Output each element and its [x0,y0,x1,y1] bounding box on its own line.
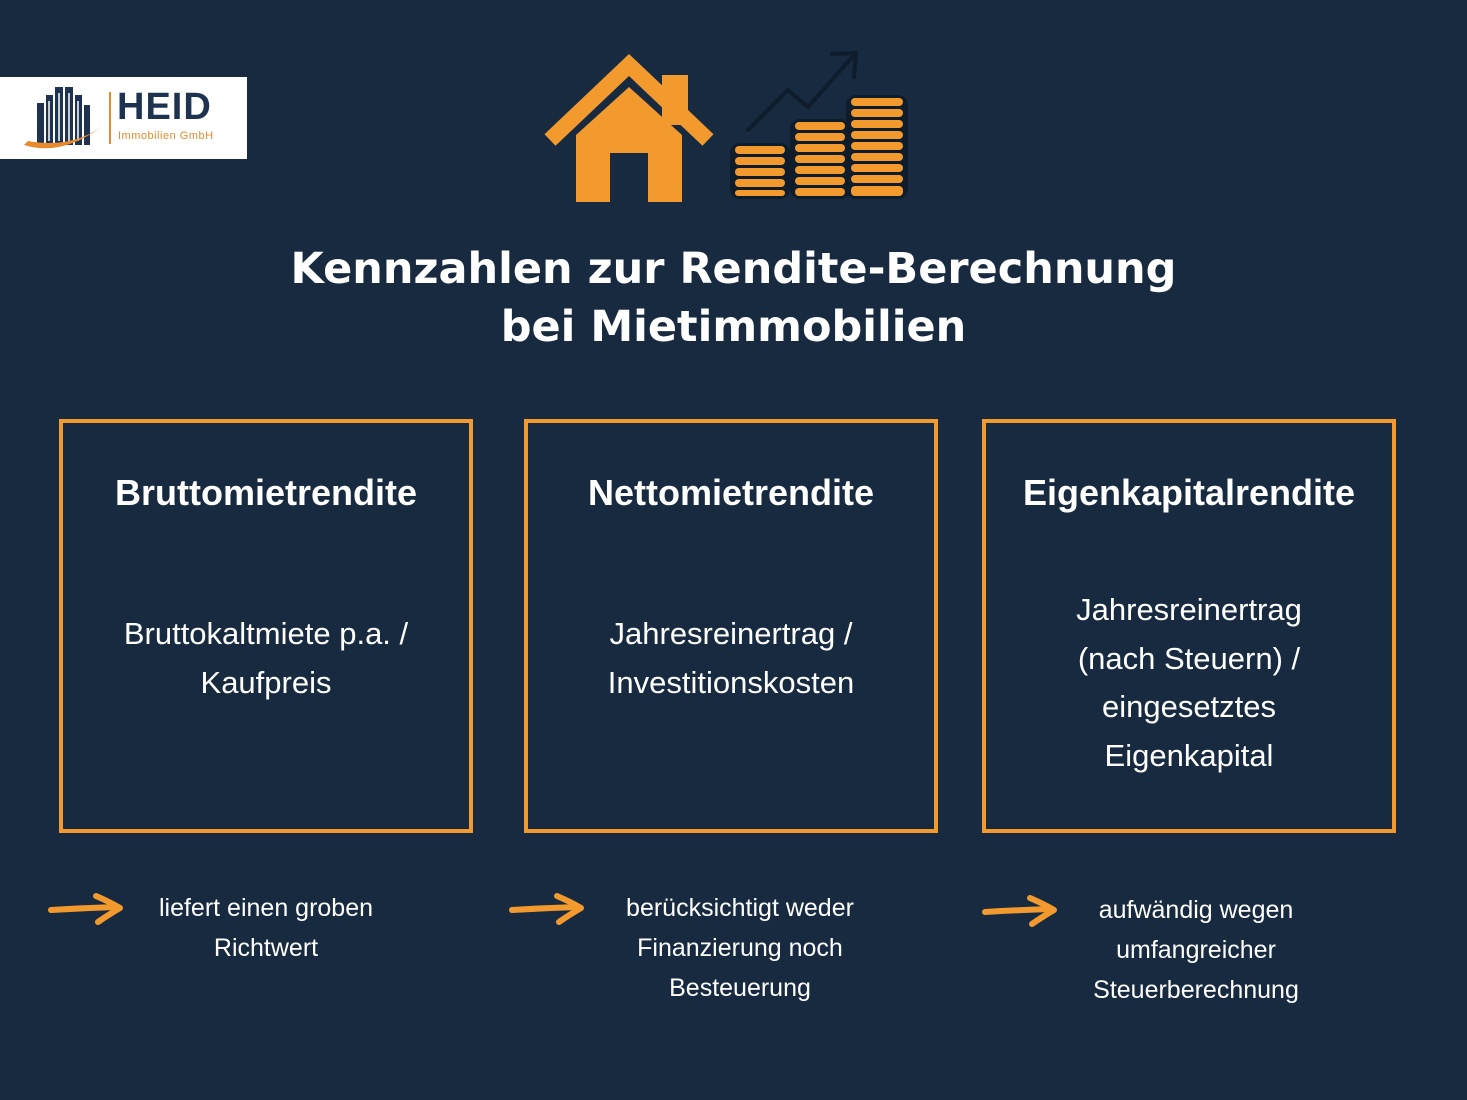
note-line: umfangreicher [1116,936,1276,964]
card-formula [986,586,1392,780]
card-bruttomietrendite [59,419,473,833]
title-line-2: bei Mietimmobilien [500,302,967,352]
company-logo [0,77,247,159]
formula-line: Eigenkapital [1104,737,1274,773]
card-formula [63,610,469,707]
note-line: Finanzierung noch [637,934,843,962]
logo-subtitle: Immobilien GmbH [118,130,214,142]
formula-line: Investitionskosten [607,664,855,700]
card-heading: Nettomietrendite [587,472,875,513]
note-line: aufwändig wegen [1098,896,1294,924]
title-line-1: Kennzahlen zur Rendite-Berechnung [290,244,1177,294]
coin-stacks-icon [730,95,908,199]
formula-line: Jahresreinertrag [1076,592,1302,627]
hero-illustration [540,45,920,210]
formula-line: Jahresreinertrag / [609,616,853,651]
note-line: liefert einen groben [158,894,374,922]
trend-arrow-icon [748,53,856,130]
formula-line: (nach Steuern) / [1077,640,1301,676]
note-text [595,888,885,1008]
page-title [0,240,1467,356]
logo-brand: HEID [117,86,212,128]
note-line: Richtwert [213,934,319,962]
note-text [136,888,396,968]
arrow-right-icon [509,892,587,926]
note-line: Steuerberechnung [1093,976,1299,1004]
card-heading: Eigenkapitalrendite [1022,472,1356,513]
note-text [1061,890,1331,1010]
card-eigenkapitalrendite [982,419,1396,833]
formula-line: eingesetztes [1101,689,1277,724]
note-line: Besteuerung [669,974,811,1002]
building-icon [22,83,106,153]
arrow-right-icon [982,894,1060,928]
formula-line: Kaufpreis [200,664,332,700]
card-heading: Bruttomietrendite [114,472,417,513]
arrow-right-icon [48,892,126,926]
house-icon [550,65,708,202]
note-line: berücksichtigt weder [626,894,854,922]
formula-line: Bruttokaltmiete p.a. / [123,616,409,651]
card-formula [528,610,934,707]
logo-divider [109,92,111,144]
card-nettomietrendite [524,419,938,833]
